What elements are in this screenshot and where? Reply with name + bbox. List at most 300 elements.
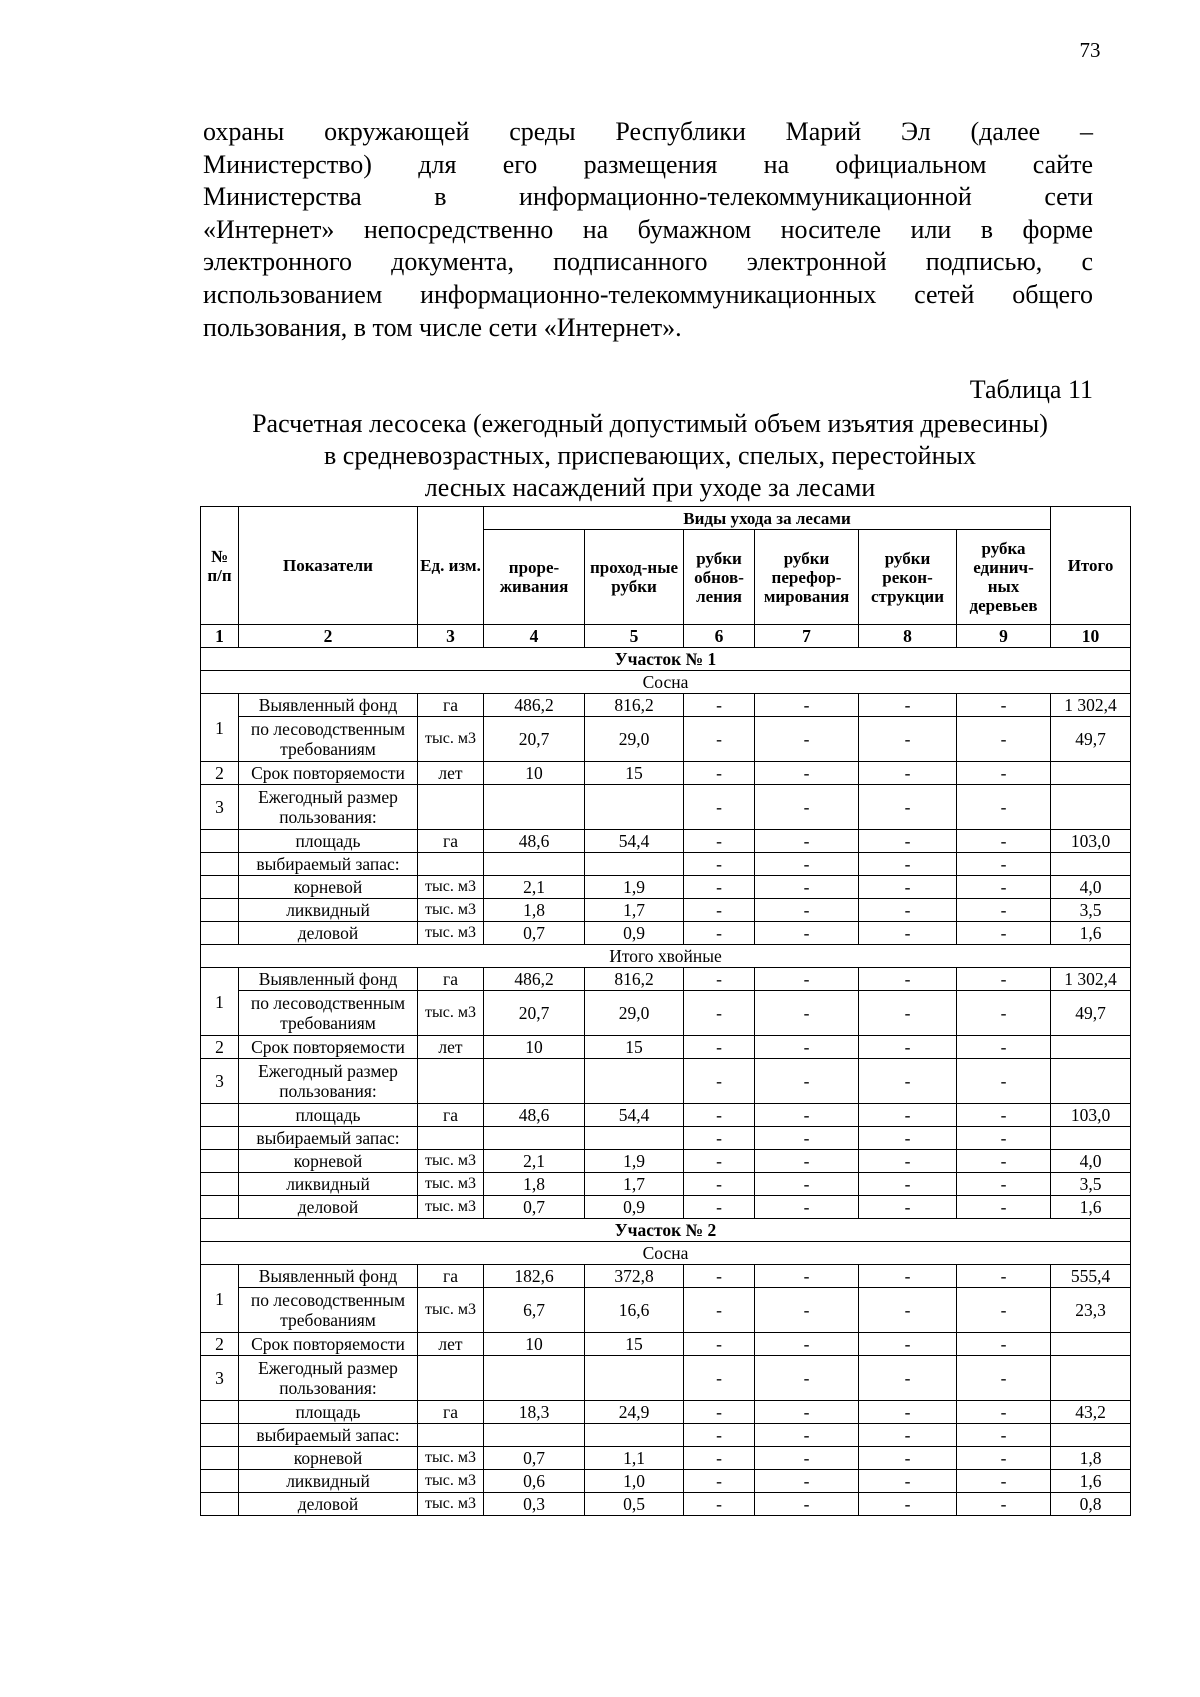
value-col5: 372,8 [585,1265,684,1288]
page-number: 73 [1079,38,1101,62]
table-row [201,991,1131,1036]
dash-cell: - [755,1470,859,1493]
dash-cell: - [957,1447,1051,1470]
header-col6: рубки обнов-ления [684,530,755,625]
dash-cell: - [684,694,755,717]
value-col5 [585,1059,684,1104]
dash-cell: - [755,1333,859,1356]
table-row [201,899,1131,922]
row-number [201,1196,239,1219]
indicator: площадь [239,830,418,853]
value-col4: 2,1 [484,876,585,899]
value-total: 4,0 [1051,876,1131,899]
value-total: 4,0 [1051,1150,1131,1173]
group-row [201,671,1131,694]
indicator: выбираемый запас: [239,853,418,876]
intro-line: электронного документа, подписанного электронной подписью, с [203,247,1093,277]
dash-cell: - [859,1104,957,1127]
dash-cell: - [859,968,957,991]
value-col5: 0,9 [585,922,684,945]
unit: тыс. м3 [418,899,484,922]
table-row [201,1333,1131,1356]
dash-cell: - [684,991,755,1036]
value-total [1051,1059,1131,1104]
unit: тыс. м3 [418,876,484,899]
indicator: ликвидный [239,899,418,922]
table-row [201,1127,1131,1150]
value-col5: 1,7 [585,899,684,922]
value-total: 3,5 [1051,899,1131,922]
dash-cell: - [684,1288,755,1333]
dash-cell: - [957,1288,1051,1333]
value-col5: 0,5 [585,1493,684,1516]
dash-cell: - [684,1493,755,1516]
header-indicator: Показатели [239,507,418,625]
dash-cell: - [859,1447,957,1470]
value-col4: 10 [484,1036,585,1059]
indicator: выбираемый запас: [239,1424,418,1447]
value-col5: 1,0 [585,1470,684,1493]
dash-cell: - [684,830,755,853]
dash-cell: - [755,785,859,830]
table-title-line: в средневозрастных, приспевающих, спелых, перестойных [324,441,976,470]
dash-cell: - [957,968,1051,991]
dash-cell: - [755,1424,859,1447]
value-col5: 1,1 [585,1447,684,1470]
group-title: Итого хвойные [201,945,1131,968]
value-col4: 10 [484,762,585,785]
table-row [201,1059,1131,1104]
row-number [201,853,239,876]
dash-cell: - [957,1150,1051,1173]
group-row [201,1242,1131,1265]
dash-cell: - [957,1470,1051,1493]
site-title: Участок № 1 [201,648,1131,671]
unit: тыс. м3 [418,991,484,1036]
table-row [201,830,1131,853]
table-title [170,408,1130,504]
dash-cell: - [684,1196,755,1219]
dash-cell: - [684,1104,755,1127]
table-row [201,968,1131,991]
dash-cell: - [755,968,859,991]
col-number: 7 [755,625,859,648]
row-number: 3 [201,785,239,830]
unit: га [418,1401,484,1424]
value-col5: 24,9 [585,1401,684,1424]
dash-cell: - [684,785,755,830]
unit: лет [418,1036,484,1059]
indicator: деловой [239,1493,418,1516]
dash-cell: - [755,853,859,876]
table-row [201,922,1131,945]
dash-cell: - [859,694,957,717]
group-title: Сосна [201,671,1131,694]
value-col5: 15 [585,1036,684,1059]
intro-line: «Интернет» непосредственно на бумажном носителе или в форме [203,214,1093,244]
table-row [201,1150,1131,1173]
value-col5: 15 [585,1333,684,1356]
dash-cell: - [755,1288,859,1333]
value-col4 [484,1059,585,1104]
dash-cell: - [684,1333,755,1356]
table-row [201,876,1131,899]
value-col4: 1,8 [484,1173,585,1196]
dash-cell: - [957,785,1051,830]
indicator: Выявленный фонд [239,1265,418,1288]
value-total [1051,1424,1131,1447]
row-number [201,1493,239,1516]
dash-cell: - [755,1196,859,1219]
value-col5: 1,9 [585,876,684,899]
dash-cell: - [859,1493,957,1516]
row-number [201,922,239,945]
value-total: 23,3 [1051,1288,1131,1333]
value-total: 103,0 [1051,830,1131,853]
col-number: 6 [684,625,755,648]
table-row [201,1173,1131,1196]
value-col5: 1,9 [585,1150,684,1173]
value-col5 [585,1356,684,1401]
value-col4 [484,1424,585,1447]
row-number [201,1104,239,1127]
indicator: Срок повторяемости [239,1333,418,1356]
dash-cell: - [859,1265,957,1288]
dash-cell: - [859,762,957,785]
unit [418,1059,484,1104]
unit: га [418,968,484,991]
unit: лет [418,762,484,785]
dash-cell: - [755,1104,859,1127]
dash-cell: - [755,1059,859,1104]
dash-cell: - [684,853,755,876]
intro-paragraph [203,116,1093,344]
dash-cell: - [755,922,859,945]
value-col5: 816,2 [585,968,684,991]
col-number: 2 [239,625,418,648]
row-number: 2 [201,762,239,785]
unit: тыс. м3 [418,1196,484,1219]
dash-cell: - [684,899,755,922]
indicator: Срок повторяемости [239,762,418,785]
table-row [201,1401,1131,1424]
unit: тыс. м3 [418,1447,484,1470]
indicator: по лесоводственным требованиям [239,991,418,1036]
header-col4: проре-живания [484,530,585,625]
unit: тыс. м3 [418,1493,484,1516]
dash-cell: - [859,1036,957,1059]
dash-cell: - [755,1493,859,1516]
dash-cell: - [859,876,957,899]
table-row [201,785,1131,830]
value-col4: 48,6 [484,1104,585,1127]
dash-cell: - [957,762,1051,785]
unit: тыс. м3 [418,1173,484,1196]
dash-cell: - [957,1356,1051,1401]
dash-cell: - [859,785,957,830]
value-col5: 1,7 [585,1173,684,1196]
table-row [201,717,1131,762]
value-total: 3,5 [1051,1173,1131,1196]
value-total: 1,6 [1051,1196,1131,1219]
unit: тыс. м3 [418,1150,484,1173]
dash-cell: - [859,717,957,762]
unit: тыс. м3 [418,717,484,762]
dash-cell: - [957,922,1051,945]
indicator: выбираемый запас: [239,1127,418,1150]
header-num: № п/п [201,507,239,625]
dash-cell: - [859,1173,957,1196]
value-col4: 0,7 [484,1447,585,1470]
dash-cell: - [957,1036,1051,1059]
value-total [1051,853,1131,876]
dash-cell: - [684,876,755,899]
table-row [201,1036,1131,1059]
value-total [1051,1127,1131,1150]
dash-cell: - [859,1288,957,1333]
dash-cell: - [684,1150,755,1173]
col-number: 1 [201,625,239,648]
table-title-line: Расчетная лесосека (ежегодный допустимый объем изъятия древесины) [252,409,1048,438]
value-col4: 10 [484,1333,585,1356]
dash-cell: - [755,1356,859,1401]
dash-cell: - [957,717,1051,762]
col-number: 3 [418,625,484,648]
value-col4: 0,7 [484,922,585,945]
value-total: 103,0 [1051,1104,1131,1127]
dash-cell: - [859,899,957,922]
unit [418,1127,484,1150]
value-col4: 6,7 [484,1288,585,1333]
value-col5: 0,9 [585,1196,684,1219]
dash-cell: - [859,1356,957,1401]
value-col4: 182,6 [484,1265,585,1288]
value-col5 [585,785,684,830]
allowable-cut-table [200,506,1131,1516]
dash-cell: - [859,1401,957,1424]
indicator: Выявленный фонд [239,968,418,991]
dash-cell: - [684,1127,755,1150]
value-col5: 16,6 [585,1288,684,1333]
value-col4: 20,7 [484,717,585,762]
site-row [201,648,1131,671]
indicator: Срок повторяемости [239,1036,418,1059]
col-number: 4 [484,625,585,648]
row-number [201,1150,239,1173]
value-total: 555,4 [1051,1265,1131,1288]
row-number: 2 [201,1036,239,1059]
value-total: 49,7 [1051,717,1131,762]
table-row [201,1470,1131,1493]
dash-cell: - [957,1173,1051,1196]
row-number: 1 [201,968,239,1036]
site-row [201,1219,1131,1242]
value-total: 1,6 [1051,922,1131,945]
unit: га [418,1104,484,1127]
indicator: корневой [239,1150,418,1173]
dash-cell: - [755,1447,859,1470]
value-col4: 0,7 [484,1196,585,1219]
dash-cell: - [859,991,957,1036]
row-number: 1 [201,1265,239,1333]
row-number [201,1127,239,1150]
value-col4: 0,6 [484,1470,585,1493]
dash-cell: - [859,922,957,945]
unit: га [418,1265,484,1288]
intro-line: Министерство) для его размещения на официальном сайте [203,149,1093,179]
dash-cell: - [684,1447,755,1470]
unit [418,785,484,830]
dash-cell: - [957,1493,1051,1516]
value-total [1051,1036,1131,1059]
dash-cell: - [957,1196,1051,1219]
dash-cell: - [957,830,1051,853]
value-total: 1 302,4 [1051,968,1131,991]
row-number: 2 [201,1333,239,1356]
dash-cell: - [755,1265,859,1288]
indicator: Выявленный фонд [239,694,418,717]
unit: га [418,830,484,853]
value-col4: 20,7 [484,991,585,1036]
dash-cell: - [859,1470,957,1493]
dash-cell: - [755,1150,859,1173]
value-col4: 0,3 [484,1493,585,1516]
indicator: площадь [239,1104,418,1127]
row-number [201,899,239,922]
dash-cell: - [859,1059,957,1104]
dash-cell: - [755,762,859,785]
row-number [201,1470,239,1493]
table-row [201,694,1131,717]
dash-cell: - [755,830,859,853]
dash-cell: - [957,991,1051,1036]
dash-cell: - [684,1424,755,1447]
indicator: деловой [239,1196,418,1219]
intro-line: охраны окружающей среды Республики Марий Эл (далее – [203,117,1093,146]
header-col5: проход-ные рубки [585,530,684,625]
col-number: 8 [859,625,957,648]
indicator: Ежегодный размер пользования: [239,1059,418,1104]
indicator: Ежегодный размер пользования: [239,1356,418,1401]
intro-line: пользования, в том числе сети «Интернет». [203,312,682,342]
unit [418,1356,484,1401]
value-col4: 48,6 [484,830,585,853]
value-col5: 15 [585,762,684,785]
dash-cell: - [957,899,1051,922]
value-total: 0,8 [1051,1493,1131,1516]
table-row [201,762,1131,785]
row-number [201,1424,239,1447]
dash-cell: - [755,1173,859,1196]
dash-cell: - [957,1424,1051,1447]
dash-cell: - [957,876,1051,899]
table-row [201,1196,1131,1219]
dash-cell: - [684,968,755,991]
dash-cell: - [957,1127,1051,1150]
indicator: ликвидный [239,1173,418,1196]
col-number: 9 [957,625,1051,648]
value-total: 43,2 [1051,1401,1131,1424]
header-group: Виды ухода за лесами [484,507,1051,530]
intro-line: Министерства в информационно-телекоммуникационной сети [203,182,1093,212]
indicator: площадь [239,1401,418,1424]
value-total: 1,8 [1051,1447,1131,1470]
site-title: Участок № 2 [201,1219,1131,1242]
unit: лет [418,1333,484,1356]
dash-cell: - [684,1356,755,1401]
value-col5: 54,4 [585,830,684,853]
value-col4: 2,1 [484,1150,585,1173]
value-total [1051,762,1131,785]
header-total: Итого [1051,507,1131,625]
col-number: 5 [585,625,684,648]
dash-cell: - [859,1150,957,1173]
indicator: по лесоводственным требованиям [239,1288,418,1333]
dash-cell: - [684,1036,755,1059]
table-row [201,1447,1131,1470]
dash-cell: - [755,1036,859,1059]
table-row [201,1288,1131,1333]
dash-cell: - [755,991,859,1036]
dash-cell: - [755,876,859,899]
indicator: корневой [239,876,418,899]
dash-cell: - [755,1127,859,1150]
row-number [201,1401,239,1424]
dash-cell: - [859,1424,957,1447]
intro-line: использованием информационно-телекоммуникационных сетей общего [203,279,1093,309]
row-number [201,1173,239,1196]
value-col5: 816,2 [585,694,684,717]
group-row [201,945,1131,968]
value-col5: 29,0 [585,991,684,1036]
value-total [1051,1356,1131,1401]
table-title-line: лесных насаждений при уходе за лесами [424,473,876,502]
dash-cell: - [957,853,1051,876]
unit: тыс. м3 [418,1288,484,1333]
dash-cell: - [684,717,755,762]
dash-cell: - [755,1401,859,1424]
dash-cell: - [684,1265,755,1288]
header-col8: рубки рекон-струкции [859,530,957,625]
table-row [201,1104,1131,1127]
value-col5 [585,853,684,876]
value-col4: 486,2 [484,968,585,991]
value-total: 1 302,4 [1051,694,1131,717]
value-total: 49,7 [1051,991,1131,1036]
dash-cell: - [957,694,1051,717]
header-unit: Ед. изм. [418,507,484,625]
dash-cell: - [859,830,957,853]
table-row [201,1356,1131,1401]
table-row [201,853,1131,876]
row-number [201,1447,239,1470]
row-number: 3 [201,1356,239,1401]
dash-cell: - [755,899,859,922]
value-col4: 1,8 [484,899,585,922]
value-col4: 18,3 [484,1401,585,1424]
unit [418,853,484,876]
table-row [201,1265,1131,1288]
indicator: по лесоводственным требованиям [239,717,418,762]
value-col5 [585,1424,684,1447]
value-col5: 54,4 [585,1104,684,1127]
value-total [1051,785,1131,830]
value-total [1051,1333,1131,1356]
row-number: 3 [201,1059,239,1104]
table-row [201,1424,1131,1447]
dash-cell: - [684,1401,755,1424]
indicator: корневой [239,1447,418,1470]
